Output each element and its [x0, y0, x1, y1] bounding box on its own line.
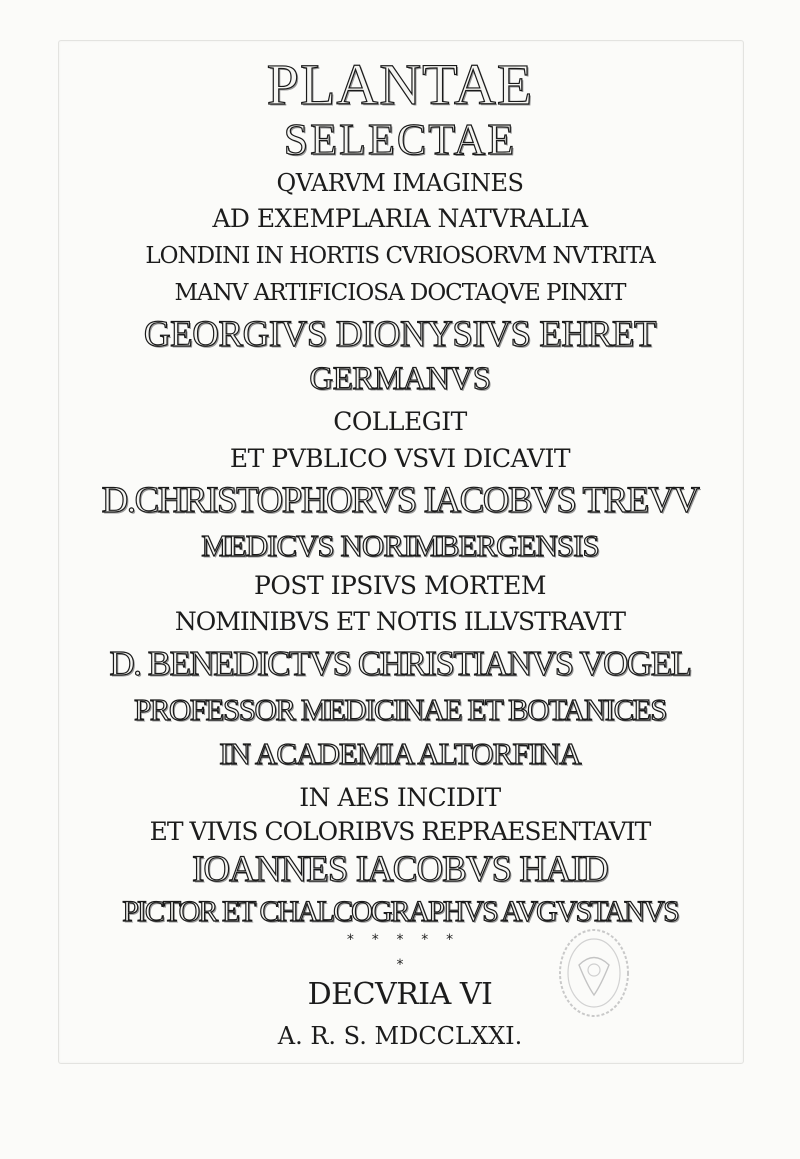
author-trew: D.CHRISTOPHORVS IACOBVS TREVV [101, 480, 699, 521]
text-vivis-coloribus: ET VIVIS COLORIBVS REPRAESENTAVIT [149, 817, 651, 846]
subtitle-londini: LONDINI IN HORTIS CVRIOSORVM NVTRITA [145, 243, 655, 269]
subtitle-ad-exemplaria: AD EXEMPLARIA NATVRALIA [212, 204, 588, 233]
author-vogel-academy: IN ACADEMIA ALTORFINA [219, 736, 581, 771]
stars-row-bottom: * [396, 957, 404, 973]
author-germanus: GERMANVS [309, 361, 491, 397]
stars-row-top: * * * * * [346, 932, 454, 948]
library-stamp-icon [555, 925, 633, 1021]
subtitle-quarum-imagines: QVARVM IMAGINES [276, 169, 524, 197]
text-in-aes-incidit: IN AES INCIDIT [299, 783, 501, 812]
engraver-title: PICTOR ET CHALCOGRAPHVS AVGVSTANVS [122, 895, 678, 928]
year-label: A. R. S. MDCCLXXI. [277, 1022, 523, 1050]
text-nominibus: NOMINIBVS ET NOTIS ILLVSTRAVIT [174, 607, 626, 636]
text-publico-usui: ET PVBLICO VSVI DICAVIT [229, 444, 571, 473]
text-collegit: COLLEGIT [333, 407, 467, 436]
title-plantae: PLANTAE [266, 52, 534, 117]
subtitle-manu-artificiosa: MANV ARTIFICIOSA DOCTAQVE PINXIT [174, 280, 626, 306]
author-trew-title: MEDICVS NORIMBERGENSIS [201, 528, 599, 563]
author-vogel: D. BENEDICTVS CHRISTIANVS VOGEL [109, 644, 691, 683]
text-post-ipsius: POST IPSIVS MORTEM [254, 571, 546, 600]
author-ehret: GEORGIVS DIONYSIVS EHRET [143, 314, 657, 355]
title-selectae: SELECTAE [283, 115, 517, 164]
engraver-haid: IOANNES IACOBVS HAID [192, 849, 608, 890]
author-vogel-title: PROFESSOR MEDICINAE ET BOTANICES [134, 692, 666, 727]
decuria-label: DECVRIA VI [307, 977, 493, 1012]
